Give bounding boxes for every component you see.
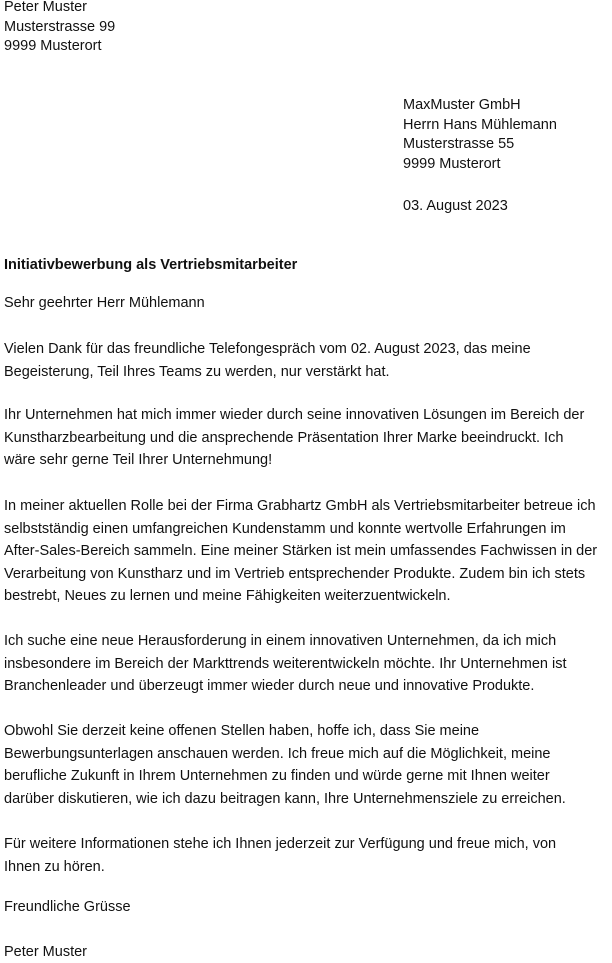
paragraph-line: Vielen Dank für das freundliche Telefongespräch vom 02. August 2023, das meine (4, 341, 531, 357)
body-paragraph-1 (4, 338, 610, 383)
body-paragraph-5 (4, 720, 610, 810)
paragraph-line: Ihnen zu hören. (4, 858, 105, 875)
paragraph-line: In meiner aktuellen Rolle bei der Firma Grabhartz GmbH als Vertriebsmitarbeiter betreue ich (4, 498, 596, 514)
body-paragraph-4 (4, 630, 610, 698)
paragraph-line: darüber diskutieren, wie ich dazu beitragen kann, Ihre Unternehmensziele zu erreichen. (4, 790, 566, 807)
recipient-address (403, 96, 557, 174)
sender-city: 9999 Musterort (4, 38, 102, 54)
body-paragraph-6 (4, 833, 610, 878)
body-paragraph-2 (4, 404, 610, 472)
sender-name: Peter Muster (4, 0, 87, 15)
paragraph-line: Ich suche eine neue Herausforderung in einem innovativen Unternehmen, da ich mich (4, 633, 557, 649)
recipient-street: Musterstrasse 55 (403, 136, 515, 152)
paragraph-line: Kunstharzbearbeitung und die ansprechende Präsentation Ihrer Marke beeindruckt. Ich (4, 429, 564, 446)
closing: Freundliche Grüsse (4, 899, 131, 915)
paragraph-line: Branchenleader und überzeugt immer wieder durch neue und innovative Produkte. (4, 678, 535, 694)
body-paragraph-3 (4, 495, 610, 608)
paragraph-line: Für weitere Informationen stehe ich Ihnen jederzeit zur Verfügung und freue mich, von (4, 836, 557, 852)
sender-address (4, 0, 115, 57)
recipient-company: MaxMuster GmbH (403, 97, 521, 113)
signature-name: Peter Muster (4, 944, 87, 960)
letter-date: 03. August 2023 (403, 198, 508, 214)
recipient-contact: Herrn Hans Mühlemann (403, 116, 557, 133)
paragraph-line: Begeisterung, Teil Ihres Teams zu werden, nur verstärkt hat. (4, 363, 390, 380)
paragraph-line: Verarbeitung von Kunstharz und im Vertrieb entsprechender Produkte. Zudem bin ich stets (4, 565, 586, 582)
paragraph-line: Bewerbungsunterlagen anschauen werden. Ich freue mich auf die Möglichkeit, meine (4, 745, 551, 762)
recipient-city: 9999 Musterort (403, 155, 501, 172)
paragraph-line: bestrebt, Neues zu lernen und meine Fähigkeiten weiterzuentwickeln. (4, 588, 451, 604)
paragraph-line: insbesondere im Bereich der Markttrends weiterentwickeln möchte. Ihr Unternehmen ist (4, 655, 567, 672)
sender-street: Musterstrasse 99 (4, 18, 116, 35)
paragraph-line: wäre sehr gerne Teil Ihrer Unternehmung! (4, 452, 273, 468)
salutation: Sehr geehrter Herr Mühlemann (4, 295, 205, 311)
paragraph-line: selbstständig einen umfangreichen Kundenstamm und konnte wertvolle Erfahrungen im (4, 520, 566, 537)
paragraph-line: Ihr Unternehmen hat mich immer wieder durch seine innovativen Lösungen im Bereich der (4, 407, 585, 423)
paragraph-line: After-Sales-Bereich sammeln. Eine meiner Stärken ist mein umfassendes Fachwissen in der (4, 543, 598, 559)
paragraph-line: Obwohl Sie derzeit keine offenen Stellen haben, hoffe ich, dass Sie meine (4, 723, 480, 739)
paragraph-line: berufliche Zukunft in Ihrem Unternehmen zu finden und würde gerne mit Ihnen weiter (4, 768, 550, 784)
letter-subject: Initiativbewerbung als Vertriebsmitarbeiter (4, 257, 298, 273)
